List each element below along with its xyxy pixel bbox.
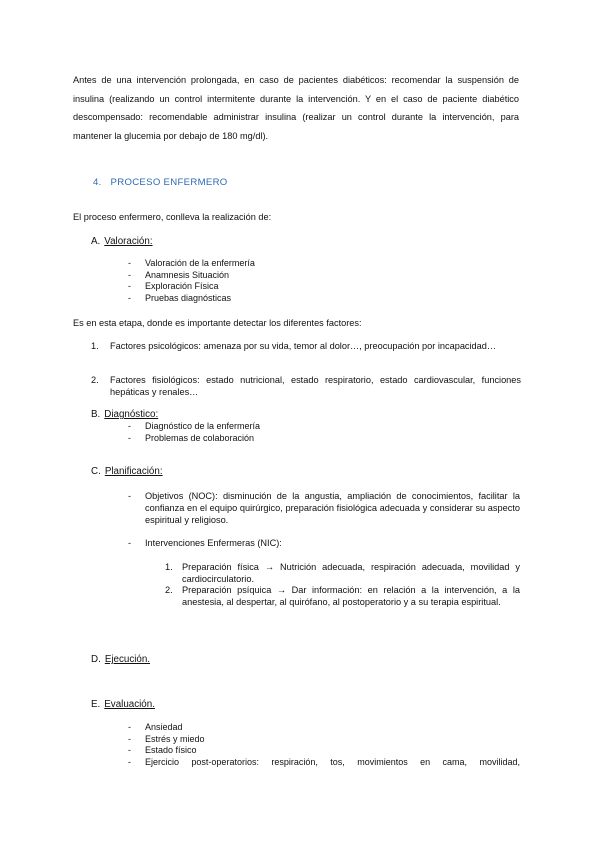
section-heading	[93, 177, 228, 188]
list-valoracion	[128, 258, 255, 304]
list-diagnostico	[128, 421, 260, 444]
lead-paragraph-1: El proceso enfermero, conlleva la realización de:	[73, 212, 272, 222]
title-ejecucion: Ejecución.	[104, 654, 151, 665]
title-evaluacion: Evaluación.	[104, 699, 155, 710]
intervenciones-item: - Intervenciones Enfermeras (NIC):	[128, 538, 282, 548]
title-valoracion: Valoración:	[104, 236, 153, 247]
intro-paragraph: Antes de una intervención prolongada, en caso de pacientes diabéticos: recomendar la suspensión de insulina (realizando un control intermitente durante la intervención. Y en el caso de paciente diabético descompensado: recomendable administrar insulina (realizar un control durante la intervención, para mantener la glucemia por debajo de 180 mg/dl).	[73, 75, 519, 142]
title-planificacion: Planificación:	[104, 466, 163, 477]
list-item: - Estrés y miedo	[128, 733, 205, 744]
factor-item-2: 2. Factores fisiológicos: estado nutricional, estado respiratorio, estado cardiovascular, funciones hepáticas y renales…	[91, 375, 521, 397]
heading-a	[91, 236, 153, 247]
letter-b: B.	[91, 409, 101, 420]
letter-a: A.	[91, 236, 101, 247]
heading-c	[91, 466, 163, 477]
objetivos-item: - Objetivos (NOC): disminución de la angustia, ampliación de conocimientos, facilitar la confianza en el equipo quirúrgico, preparación fisiológica adecuada y considerar su aspecto espiritual y religioso.	[128, 491, 520, 525]
list-item: - Ansiedad	[128, 722, 183, 732]
list-item: - Anamnesis Situación	[128, 269, 230, 280]
title-diagnostico: Diagnóstico:	[104, 409, 159, 420]
heading-b	[91, 409, 158, 420]
lead-paragraph-2: Es en esta etapa, donde es importante detectar los diferentes factores:	[73, 318, 362, 328]
preparacion-fisica: 1. Preparación física → Nutrición adecuada, respiración adecuada, movilidad y cardiocirculatorio.	[165, 562, 520, 584]
heading-d	[91, 654, 150, 665]
list-item: - Ejercicio post-operatorios: respiración, tos, movimientos en cama, movilidad,	[128, 756, 520, 767]
section-number: 4.	[93, 177, 102, 188]
list-item: - Valoración de la enfermería	[128, 258, 255, 268]
list-item: - Estado físico	[128, 745, 197, 755]
factor-item-1: 1. Factores psicológicos: amenaza por su vida, temor al dolor…, preocupación por incapacidad…	[91, 341, 497, 351]
list-item: - Problemas de colaboración	[128, 432, 255, 443]
list-item: - Exploración Física	[128, 281, 219, 291]
letter-e: E.	[91, 699, 101, 710]
list-item: - Diagnóstico de la enfermería	[128, 421, 261, 431]
preparacion-psiquica: 2. Preparación psíquica → Dar información: en relación a la intervención, a la anestesia, al despertar, al quirófano, al postoperatorio y a su terapia espiritual.	[165, 585, 520, 607]
list-item: - Pruebas diagnósticas	[128, 292, 232, 303]
list-evaluacion	[128, 722, 520, 768]
letter-c: C.	[91, 466, 101, 477]
letter-d: D.	[91, 654, 101, 665]
heading-e	[91, 699, 155, 710]
section-title: PROCESO ENFERMERO	[110, 177, 228, 188]
